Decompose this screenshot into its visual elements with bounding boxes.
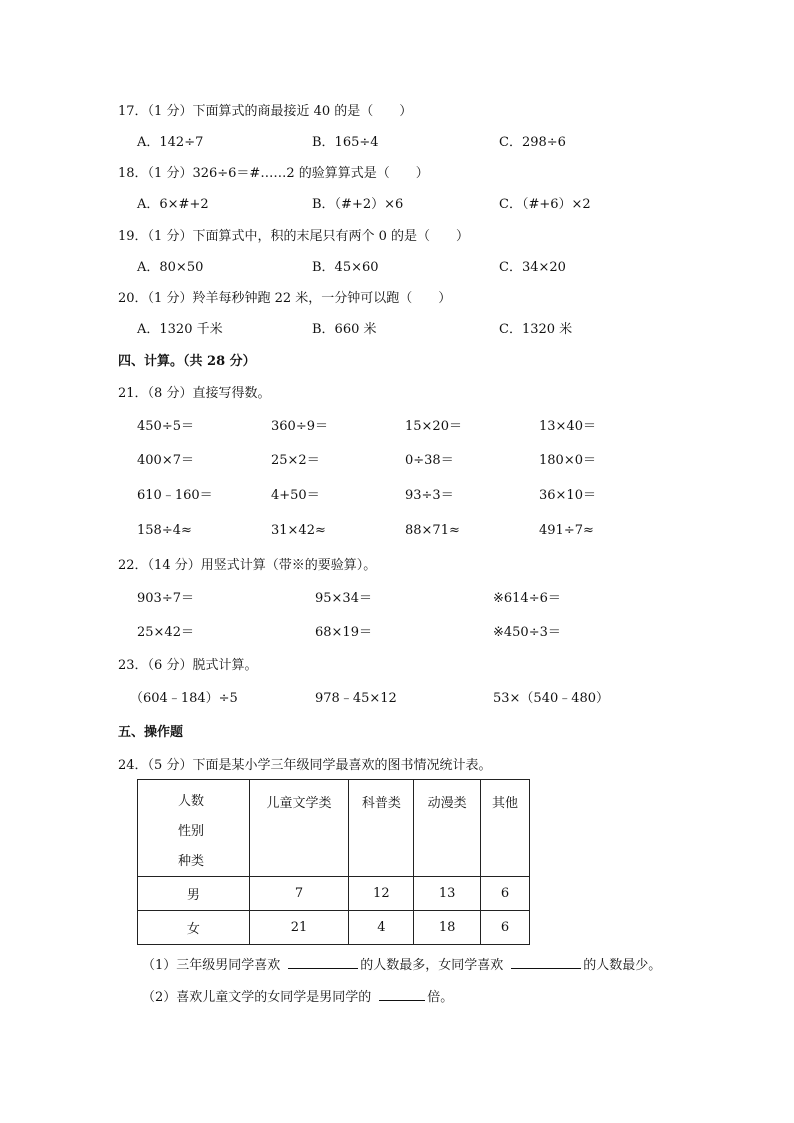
- q22-stem: 22．（14 分）用竖式计算（带※的要验算）。: [118, 558, 377, 573]
- q21-item: 360÷9＝: [271, 419, 328, 434]
- column-header: 动漫类: [414, 780, 481, 877]
- q19-option-a: A．80×50: [137, 260, 204, 275]
- q21-item: 180×0＝: [539, 453, 596, 468]
- q19-option-c: C．34×20: [499, 260, 566, 275]
- q21-item: 491÷7≈: [539, 523, 594, 538]
- q21-item: 36×10＝: [539, 488, 596, 503]
- table-cell: 18: [414, 911, 481, 945]
- q21-item: 400×7＝: [137, 453, 194, 468]
- q24-sub2-text-a: （2）喜欢儿童文学的女同学是男同学的: [142, 990, 372, 1005]
- stats-table: [137, 779, 530, 945]
- q22-item: 95×34＝: [315, 591, 372, 606]
- section-4-heading: 四、计算。（共 28 分）: [118, 354, 256, 369]
- q18-option-c: C．（#+6）×2: [499, 197, 591, 212]
- table-cell: 12: [349, 877, 414, 911]
- q19-option-b: B．45×60: [312, 260, 379, 275]
- row-label: 女: [138, 911, 250, 945]
- q24-sub2: [142, 988, 453, 1007]
- section-5-heading: 五、操作题: [118, 725, 184, 740]
- q24-sub1: [142, 956, 661, 975]
- q17-option-b: B．165÷4: [312, 135, 379, 150]
- row-label: 男: [138, 877, 250, 911]
- table-cell: 21: [249, 911, 349, 945]
- table-cell: 6: [481, 877, 530, 911]
- q17-option-c: C．298÷6: [499, 135, 566, 150]
- table-cell: 7: [249, 877, 349, 911]
- table-cell: 6: [481, 911, 530, 945]
- q19-stem: 19．（1 分）下面算式中，积的末尾只有两个 0 的是（ ）: [118, 229, 469, 244]
- corner-label-count: 人数: [178, 794, 205, 809]
- q21-item: 450÷5＝: [137, 419, 194, 434]
- q23-item: （604﹣184）÷5: [130, 691, 238, 706]
- table-cell: 13: [414, 877, 481, 911]
- q21-item: 25×2＝: [271, 453, 320, 468]
- q18-option-b: B．（#+2）×6: [312, 197, 404, 212]
- q21-item: 13×40＝: [539, 419, 596, 434]
- q21-item: 15×20＝: [405, 419, 462, 434]
- q22-item: ※614÷6＝: [493, 591, 561, 606]
- q22-item: 25×42＝: [137, 625, 194, 640]
- q24-sub1-text-c: 的人数最少。: [583, 958, 662, 973]
- column-header: 科普类: [349, 780, 414, 877]
- q21-item: 31×42≈: [271, 523, 326, 538]
- q21-item: 88×71≈: [405, 523, 460, 538]
- q20-stem: 20．（1 分）羚羊每秒钟跑 22 米，一分钟可以跑（ ）: [118, 291, 452, 306]
- q23-stem: 23．（6 分）脱式计算。: [118, 658, 258, 673]
- table-cell: 4: [349, 911, 414, 945]
- table-row: [138, 877, 530, 911]
- answer-blank[interactable]: [511, 956, 581, 969]
- q23-item: 978﹣45×12: [315, 691, 397, 706]
- corner-label-gender: 性别: [178, 824, 205, 839]
- q21-item: 93÷3＝: [405, 488, 454, 503]
- q23-item: 53×（540﹣480）: [493, 691, 610, 706]
- q21-stem: 21．（8 分）直接写得数。: [118, 386, 271, 401]
- q21-item: 158÷4≈: [137, 523, 192, 538]
- q17-stem: 17．（1 分）下面算式的商最接近 40 的是（ ）: [118, 104, 413, 119]
- answer-blank[interactable]: [288, 956, 358, 969]
- table-row: [138, 911, 530, 945]
- q24-sub2-text-b: 倍。: [427, 990, 454, 1005]
- q24-sub1-text-b: 的人数最多，女同学喜欢: [360, 958, 504, 973]
- q22-item: 68×19＝: [315, 625, 372, 640]
- q18-stem: 18．（1 分）326÷6＝#……2 的验算算式是（ ）: [118, 166, 429, 181]
- corner-label-category: 种类: [178, 854, 205, 869]
- q20-option-a: A．1320 千米: [137, 322, 223, 337]
- table-header-row: [138, 780, 530, 877]
- column-header: 其他: [481, 780, 530, 877]
- q20-option-b: B．660 米: [312, 322, 377, 337]
- q24-stem: 24．（5 分）下面是某小学三年级同学最喜欢的图书情况统计表。: [118, 758, 492, 773]
- q22-item: 903÷7＝: [137, 591, 194, 606]
- q21-item: 610﹣160＝: [137, 488, 213, 503]
- answer-blank[interactable]: [379, 988, 425, 1001]
- table-corner-cell: [138, 780, 250, 877]
- column-header: 儿童文学类: [249, 780, 349, 877]
- q21-item: 0÷38＝: [405, 453, 454, 468]
- q18-option-a: A．6×#+2: [137, 197, 209, 212]
- q17-option-a: A．142÷7: [137, 135, 204, 150]
- q24-sub1-text-a: （1）三年级男同学喜欢: [142, 958, 281, 973]
- q21-item: 4+50＝: [271, 488, 320, 503]
- q20-option-c: C．1320 米: [499, 322, 573, 337]
- q22-item: ※450÷3＝: [493, 625, 561, 640]
